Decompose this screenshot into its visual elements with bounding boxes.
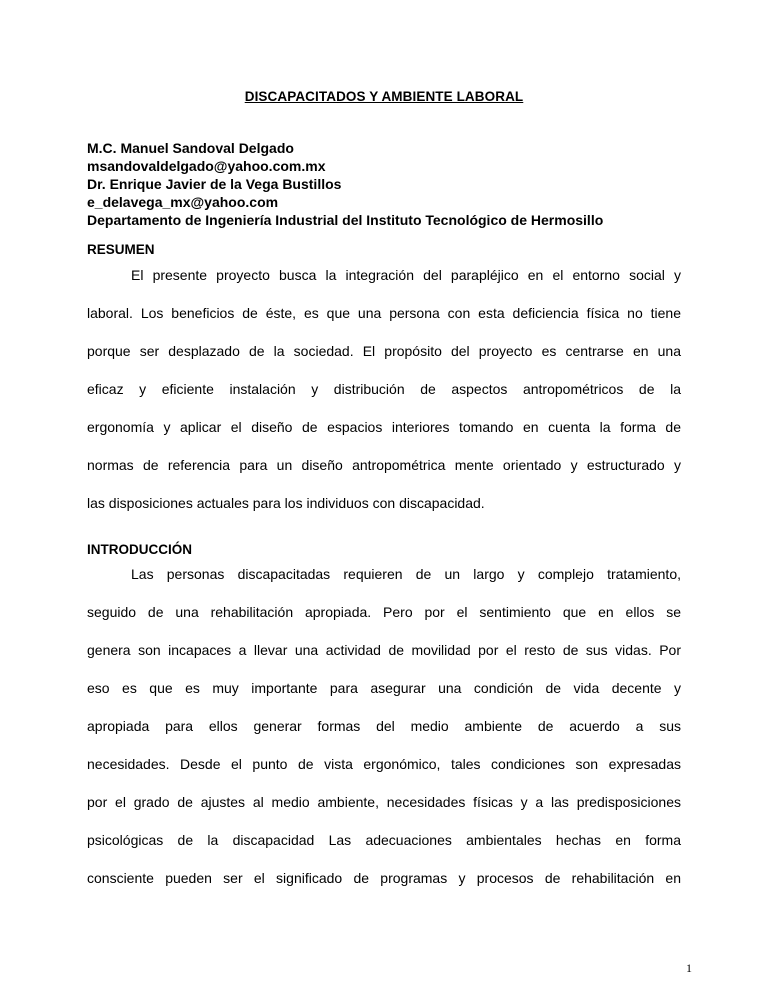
- author-affiliation: Departamento de Ingeniería Industrial del Instituto Tecnológico de Hermosillo: [87, 212, 604, 228]
- paragraph-line: consciente pueden ser el significado de programas y procesos de rehabilitación en: [87, 870, 681, 886]
- paragraph-line: ergonomía y aplicar el diseño de espacios interiores tomando en cuenta la forma de: [87, 419, 681, 435]
- paragraph-line: apropiada para ellos generar formas del medio ambiente de acuerdo a sus: [87, 718, 681, 734]
- author-email-1: msandovaldelgado@yahoo.com.mx: [87, 158, 326, 174]
- author-email-2: e_delavega_mx@yahoo.com: [87, 194, 279, 210]
- paper-title: DISCAPACITADOS Y AMBIENTE LABORAL: [244, 89, 524, 104]
- paragraph-line: por el grado de ajustes al medio ambiente, necesidades físicas y a las predisposiciones: [87, 794, 681, 810]
- section-heading-introduccion: INTRODUCCIÓN: [87, 542, 192, 557]
- section-heading-resumen: RESUMEN: [87, 242, 155, 257]
- paragraph-line: laboral. Los beneficios de éste, es que una persona con esta deficiencia física no tiene: [87, 305, 681, 321]
- paragraph-line: seguido de una rehabilitación apropiada. Pero por el sentimiento que en ellos se: [87, 604, 681, 620]
- introduction-paragraph: [87, 564, 681, 906]
- paragraph-line: genera son incapaces a llevar una actividad de movilidad por el resto de sus vidas. Por: [87, 642, 681, 658]
- paragraph-line: Las personas discapacitadas requieren de un largo y complejo tratamiento,: [131, 566, 681, 582]
- paragraph-line: eficaz y eficiente instalación y distribución de aspectos antropométricos de la: [87, 381, 681, 397]
- paragraph-line: necesidades. Desde el punto de vista ergonómico, tales condiciones son expresadas: [87, 756, 681, 772]
- paragraph-line: las disposiciones actuales para los individuos con discapacidad.: [87, 495, 485, 511]
- paragraph-line: psicológicas de la discapacidad Las adecuaciones ambientales hechas en forma: [87, 832, 681, 848]
- author-block: [87, 139, 707, 229]
- paragraph-line: porque ser desplazado de la sociedad. El propósito del proyecto es centrarse en una: [87, 343, 681, 359]
- abstract-paragraph: [87, 265, 681, 531]
- author-name-2: Dr. Enrique Javier de la Vega Bustillos: [87, 176, 342, 192]
- paragraph-line: El presente proyecto busca la integración del parapléjico en el entorno social y: [131, 267, 681, 283]
- paragraph-line: eso es que es muy importante para asegurar una condición de vida decente y: [87, 680, 681, 696]
- page-number: 1: [686, 961, 692, 975]
- author-name-1: M.C. Manuel Sandoval Delgado: [87, 140, 294, 156]
- paragraph-line: normas de referencia para un diseño antropométrica mente orientado y estructurado y: [87, 457, 681, 473]
